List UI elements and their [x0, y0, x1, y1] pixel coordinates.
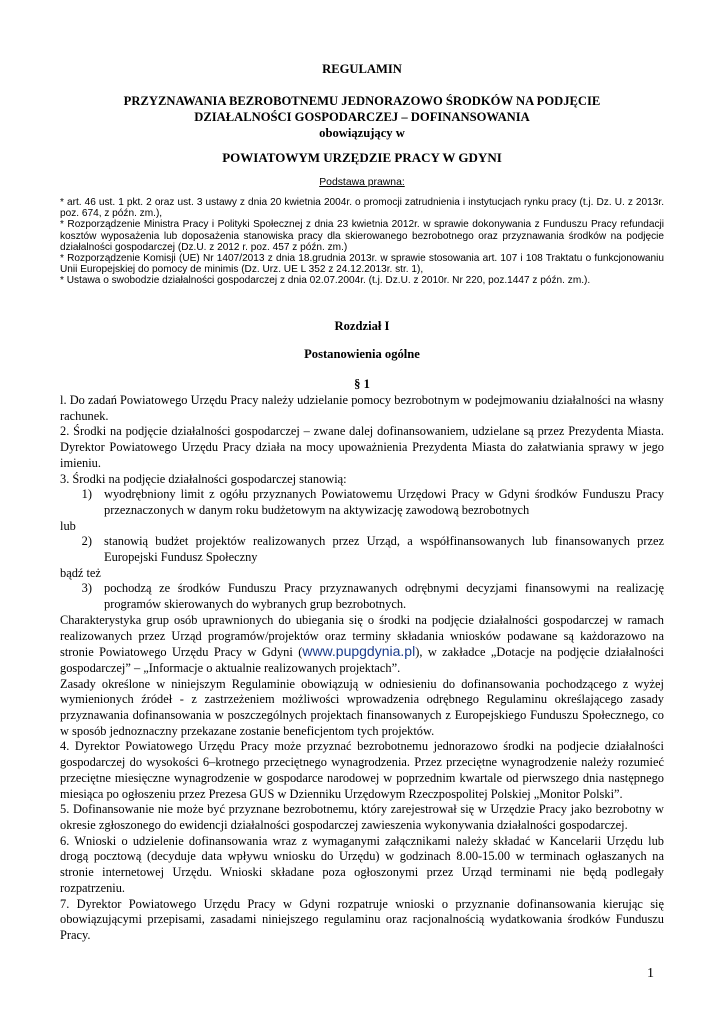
document-subtitle [60, 93, 664, 141]
paragraph-4: 4. Dyrektor Powiatowego Urzędu Pracy może przyznać bezrobotnemu jednorazowo środki na podjecie działalności gospodarczej do wysokości 6–krotnego przeciętnego wynagrodzenia. Przez przeciętne wynagrodzenie należy rozumieć przeciętne miesięczne wynagrodzenie w gospodarce narodowej w poprzednim kwartale od pierwszego dnia następnego miesiąca po ogłoszeniu przez Prezesa GUS w Dzienniku Urzędowym Rzeczpospolitej Polskiej „Monitor Polski”. [60, 739, 664, 801]
office-name: POWIATOWYM URZĘDZIE PRACY W GDYNI [222, 150, 502, 165]
conjunction: bądź też [60, 565, 101, 580]
paragraph-groups [60, 613, 664, 677]
paragraph-groups-text-after: ), w zakładce „Dotacje na podjęcie działalności gospodarczej” – „Informacje o aktualnie realizowanych projektach”. [60, 645, 664, 675]
list-item-text: stanowią budżet projektów realizowanych przez Urząd, a współfinansowanych lub finansowanych przez Europejski Fundusz Społeczny [104, 534, 664, 565]
legal-basis-item: * art. 46 ust. 1 pkt. 2 oraz ust. 3 ustawy z dnia 20 kwietnia 2004r. o promocji zatrudnienia i instytucjach rynku pracy (t.j. Dz. U. z 2013r. poz. 674, z późn. zm.), [60, 197, 664, 220]
list-item-text: pochodzą ze środków Funduszu Pracy przyznawanych odrębnymi decyzjami finansowymi na realizację programów skierowanych do wybranych grup bezrobotnych. [104, 581, 664, 612]
paragraph-7: 7. Dyrektor Powiatowego Urzędu Pracy w Gdyni rozpatruje wnioski o przyznanie dofinansowania kierując się obowiązującymi przepisami, zasadami niniejszego regulaminu oraz racjonalnością wydatkowania środków Funduszu Pracy. [60, 896, 664, 942]
legal-basis-list [60, 197, 664, 287]
list-item-number: 2) [81, 534, 92, 549]
paragraph-rules: Zasady określone w niniejszym Regulaminie obowiązują w odniesieniu do dofinansowania pochodzącego z wyżej wymienionych źródeł - z zastrzeżeniem możliwości wprowadzenia odrębnego Regulaminu określającego zasady przyznawania dofinansowania w poszczególnych projektach finansowanych z Europejskiego Funduszu Społecznego, co w sposób jednoznaczny przekazane zostanie beneficjentom tych projektów. [60, 676, 664, 738]
section-symbol: § 1 [354, 377, 370, 391]
legal-basis-item: * Rozporządzenie Komisji (UE) Nr 1407/2013 z dnia 18.grudnia 2013r. w sprawie stosowania art. 107 i 108 Traktatu o funkcjonowaniu Unii Europejskiej do pomocy de minimis (Dz. Urz. UE L 352 z 24.12.2013r. str. 1), [60, 253, 664, 276]
page-number: 1 [647, 966, 654, 981]
paragraph-groups-text-before: Charakterystyka grup osób uprawnionych do ubiegania się o środki na podjęcie działalności gospodarczej w ramach realizowanych przez Urząd programów/projektów oraz terminy składania wniosków podawane są każdorazowo na stronie Powiatowego Urzędu Pracy w Gdyni ( [60, 612, 664, 660]
paragraph-3: 3. Środki na podjęcie działalności gospodarczej stanowią: [60, 471, 347, 486]
subtitle-line-2: DZIAŁALNOŚCI GOSPODARCZEJ – DOFINANSOWANIA [194, 110, 530, 124]
paragraph-6: 6. Wnioski o udzielenie dofinansowania wraz z wymaganymi załącznikami należy składać w Kancelarii Urzędu lub drogą pocztową (decyduje data wpływu wniosku do Urzędu) w godzinach 8.00-15.00 w terminach ogłaszanych na stronie internetowej Urzędu. Wnioski składane poza ogłoszonymi przez Urząd terminami nie będą podlegały rozpatrzeniu. [60, 833, 664, 895]
list-item-number: 1) [81, 487, 92, 502]
legal-basis-heading: Podstawa prawna: [319, 177, 405, 188]
document-title: REGULAMIN [322, 62, 402, 76]
paragraph-5: 5. Dofinansowanie nie może być przyznane bezrobotnemu, który zarejestrował się w Urzędzie Pracy jako bezrobotny w okresie zgłoszonego do ewidencji działalności gospodarczej zawieszenia wykonywania działalności gospodarczej. [60, 802, 664, 832]
paragraph-2: 2. Środki na podjęcie działalności gospodarczej – zwane dalej dofinansowaniem, udzielane są przez Prezydenta Miasta. Dyrektor Powiatowego Urzędu Pracy działa na mocy upoważnienia Prezydenta Miasta do załatwiania sprawy w jego imieniu. [60, 424, 664, 470]
list-item-number: 3) [81, 581, 92, 596]
chapter-number: Rozdział I [334, 319, 390, 333]
chapter-title: Postanowienia ogólne [304, 347, 420, 361]
list-item [60, 487, 664, 518]
legal-basis-item: * Rozporządzenie Ministra Pracy i Polityki Społecznej z dnia 23 kwietnia 2012r. w sprawie dokonywania z Funduszu Pracy refundacji kosztów wyposażenia lub doposażenia stanowiska pracy dla skierowanego bezrobotnego oraz przyznawania środków na podjęcie działalności gospodarczej (Dz.U. z 2012 r. poz. 457 z późn. zm.) [60, 219, 664, 253]
conjunction: lub [60, 518, 76, 533]
subtitle-line-1: PRZYZNAWANIA BEZROBOTNEMU JEDNORAZOWO ŚRODKÓW NA PODJĘCIE [123, 94, 601, 108]
list-item [60, 581, 664, 612]
website-link[interactable]: www.pupgdynia.pl [302, 643, 416, 660]
list-item-text: wyodrębniony limit z ogółu przyznanych Powiatowemu Urzędowi Pracy w Gdyni środków Funduszu Pracy przeznaczonych w danym roku budżetowym na aktywizację zawodową bezrobotnych [104, 487, 664, 517]
list-item [60, 534, 664, 565]
section-body [60, 393, 664, 944]
legal-basis-item: * Ustawa o swobodzie działalności gospodarczej z dnia 02.07.2004r. (t.j. Dz.U. z 2010r. Nr 220, poz.1447 z późn. zm.). [60, 275, 591, 287]
subtitle-line-3: obowiązujący w [319, 126, 405, 140]
paragraph-1: l. Do zadań Powiatowego Urzędu Pracy należy udzielanie pomocy bezrobotnym w podejmowaniu działalności na własny rachunek. [60, 393, 664, 423]
